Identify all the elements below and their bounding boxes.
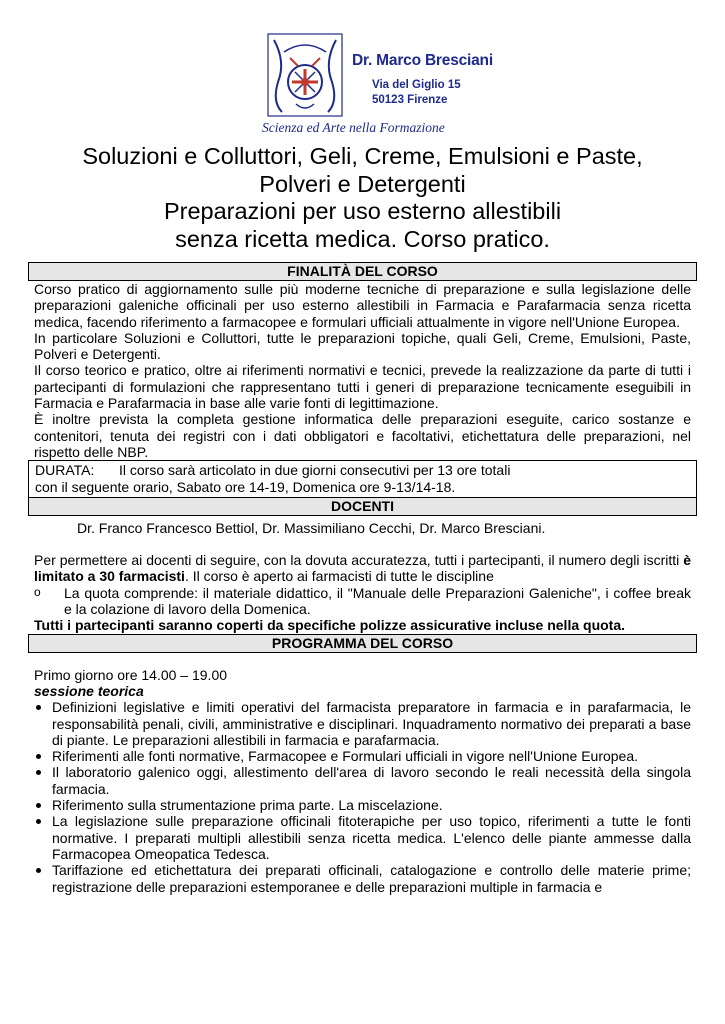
day-1-schedule: Primo giorno ore 14.00 – 19.00 bbox=[34, 666, 228, 683]
iscritti-text-2: . Il corso è aperto ai farmacisti di tutte le discipline bbox=[184, 568, 494, 585]
spacer bbox=[28, 536, 697, 552]
logo-name: Dr. Marco Bresciani bbox=[352, 52, 493, 69]
durata-line-1 bbox=[35, 462, 690, 478]
session-label: sessione teorica bbox=[34, 682, 144, 699]
title-line-1: Soluzioni e Colluttori, Geli, Creme, Emulsioni e Paste, bbox=[82, 143, 643, 169]
finalita-paragraph-2: In particolare Soluzioni e Colluttori, tutte le preparazioni topiche, quali Geli, Creme, Emulsioni, Paste, Polveri e Detergenti. bbox=[34, 329, 691, 363]
program-item: Riferimenti alle fonti normative, Farmacopee e Formulari ufficiali in vigore nell'Unione Europea. bbox=[34, 748, 691, 764]
durata-label: DURATA: bbox=[35, 462, 95, 479]
main-content bbox=[28, 262, 697, 895]
finalita-paragraph-1: Corso pratico di aggiornamento sulle più moderne tecniche di preparazione e sulla legislazione delle preparazioni galeniche officinali per uso esterno allestibili in Farmacia e Parafarmacia senza ricetta medica, facendo riferimento a farmacopee e formulari ufficiali attualmente in vigore nell'Unione Europea. bbox=[34, 281, 691, 330]
finalita-heading: FINALITÀ DEL CORSO bbox=[28, 262, 697, 281]
iscritti-text-1: Per permettere ai docenti di seguire, con la dovuta accuratezza, tutti i partecipanti, il numero degli iscritti bbox=[34, 552, 684, 569]
docenti-heading: DOCENTI bbox=[28, 498, 697, 516]
program-item: La legislazione sulle preparazione officinali fitoterapiche per uso topico, riferimenti a tutte le fonti normative. I preparati multipli allestibili senza ricetta medica. L'elenco delle piante ammesse dalla Farmacopea Omeopatica Tedesca. bbox=[34, 813, 691, 862]
program-item: Tariffazione ed etichettatura dei preparati officinali, catalogazione e controllo delle materie prime; registrazione delle preparazioni estemporanee e delle preparazioni multiple in farmacia e bbox=[34, 862, 691, 895]
logo-address-city: 50123 Firenze bbox=[372, 94, 448, 106]
program-item: Il laboratorio galenico oggi, allestimento dell'area di lavoro secondo le reali necessità della singola farmacia. bbox=[34, 764, 691, 797]
document-title bbox=[28, 143, 697, 253]
finalita-paragraph-4: È inoltre prevista la completa gestione informatica delle preparazioni eseguite, carico sostanze e contenitori, tenuta dei registri con i dati obbligatori e facoltativi, etichettatura delle preparazioni, nel rispetto delle NBP. bbox=[34, 411, 691, 460]
assicurazione-note: Tutti i partecipanti saranno coperti da specifiche polizze assicurative incluse nella quota. bbox=[34, 617, 626, 634]
title-line-2: Polveri e Detergenti bbox=[259, 170, 466, 197]
durata-box bbox=[28, 460, 697, 498]
iscritti-limit: è limitato a 30 farmacisti bbox=[34, 552, 691, 585]
durata-line-2: con il seguente orario, Sabato ore 14-19, Domenica ore 9-13/14-18. bbox=[35, 478, 456, 495]
logo-motto: Scienza ed Arte nella Formazione bbox=[262, 120, 445, 135]
title-line-3: Preparazioni per uso esterno allestibili bbox=[163, 198, 562, 224]
finalita-paragraph-3: Il corso teorico e pratico, oltre ai riferimenti normativi e tecnici, prevede la realizzazione da parte di tutti i partecipanti di formulazioni che rappresentano tutti i generi di preparazione tecnicamente eseguibili in Farmacia e Parafarmacia in base alle varie fonti di legittimazione. bbox=[34, 362, 691, 412]
title-line-4: senza ricetta medica. Corso pratico. bbox=[175, 225, 550, 252]
logo bbox=[262, 32, 493, 140]
quota-item: o La quota comprende: il materiale didattico, il "Manuale delle Preparazioni Galeniche", i coffee break e la colazione di lavoro della Domenica. bbox=[34, 585, 691, 618]
docenti-names: Dr. Franco Francesco Bettiol, Dr. Massimiliano Cecchi, Dr. Marco Bresciani. bbox=[77, 519, 546, 536]
programma-heading: PROGRAMMA DEL CORSO bbox=[28, 634, 697, 653]
iscritti-paragraph bbox=[34, 552, 691, 585]
logo-address-street: Via del Giglio 15 bbox=[372, 79, 461, 91]
caduceus-emblem-icon bbox=[266, 32, 344, 118]
durata-text-1: Il corso sarà articolato in due giorni consecutivi per 13 ore totali bbox=[119, 462, 511, 479]
program-item: Definizioni legislative e limiti operativi del farmacista preparatore in farmacia e in parafarmacia, le responsabilità penali, civili, amministrative e disciplinari. Inquadramento normativo dei preparati a base di piante. Le preparazioni allestibili in farmacia e parafarmacia. bbox=[34, 699, 691, 748]
program-list bbox=[34, 699, 691, 895]
program-item: Riferimento sulla strumentazione prima parte. La miscelazione. bbox=[34, 797, 691, 813]
